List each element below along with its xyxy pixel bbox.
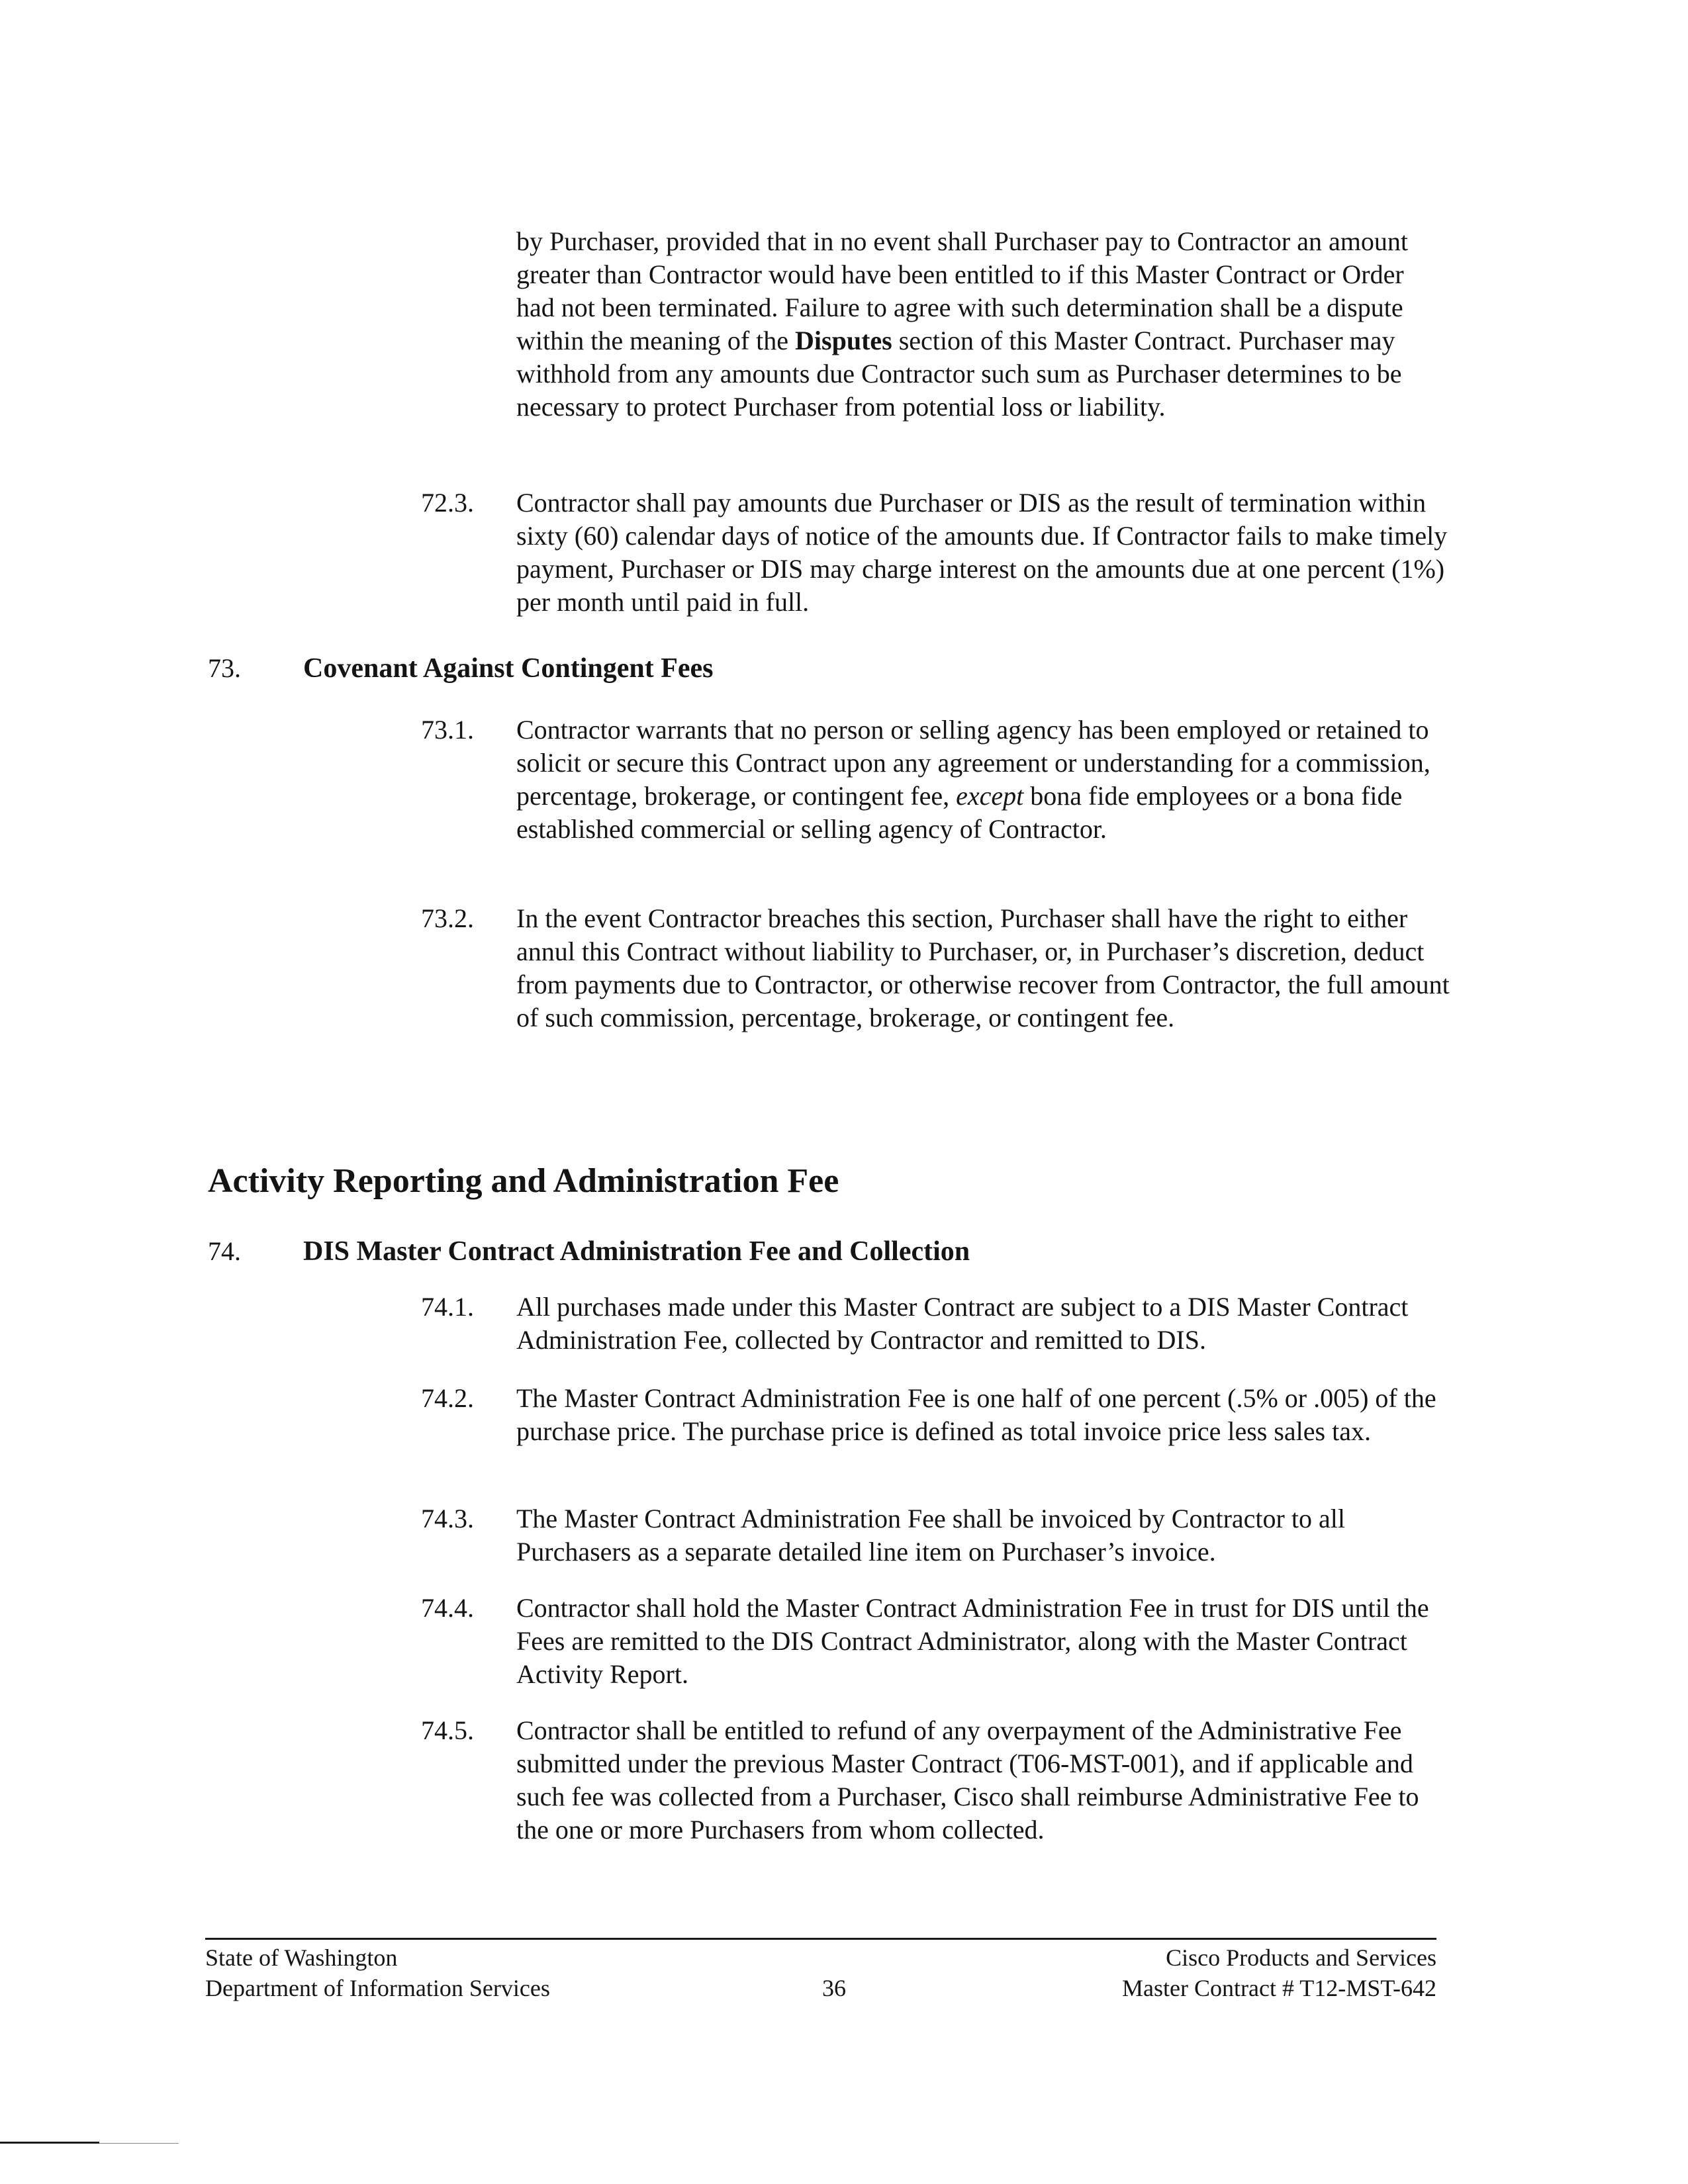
footer-right xyxy=(980,1942,1436,2003)
page-heading: Activity Reporting and Administration Fee xyxy=(208,1162,839,1200)
item-74-2-number: 74.2. xyxy=(421,1383,474,1413)
item-73-2-number: 73.2. xyxy=(421,903,474,933)
continuation-text-pre: by Purchaser, provided that in no event shall Purchaser pay to Contractor an amount greater than Contractor would have been entitled to if this Master Contract or Order had not been terminated. Failure to agree with such determination shall be a dispute within the meaning of the xyxy=(516,226,1408,355)
item-73-2-text: In the event Contractor breaches this section, Purchaser shall have the right to either annul this Contract without liability to Purchaser, or, in Purchaser’s discretion, deduct from payments due to Contractor, or otherwise recover from Contractor, the full amount of such commission, percentage, brokerage, or contingent fee. xyxy=(516,903,1450,1032)
item-73-1-text xyxy=(516,713,1456,846)
item-74-4-text: Contractor shall hold the Master Contract Administration Fee in trust for DIS until the Fees are remitted to the DIS Contract Administrator, along with the Master Contract Activity Report. xyxy=(516,1593,1429,1689)
section-73-number: 73. xyxy=(208,653,241,683)
disputes-reference: Disputes xyxy=(795,326,892,355)
footer-department: Department of Information Services xyxy=(205,1975,550,2001)
item-74-3-number: 74.3. xyxy=(421,1504,474,1533)
section-74-number: 74. xyxy=(208,1236,241,1266)
item-74-5-text: Contractor shall be entitled to refund of any overpayment of the Administrative Fee submitted under the previous Master Contract (T06-MST-001), and if applicable and such fee was collected from a Purchaser, Cisco shall reimburse Administrative Fee to the one or more Purchasers from whom collected. xyxy=(516,1715,1419,1844)
item-74-3-text: The Master Contract Administration Fee shall be invoiced by Contractor to all Purchasers as a separate detailed line item on Purchaser’s invoice. xyxy=(516,1504,1345,1567)
item-74-2-text: The Master Contract Administration Fee is one half of one percent (.5% or .005) of the purchase price. The purchase price is defined as total invoice price less sales tax. xyxy=(516,1383,1436,1446)
item-73-1-italic: except xyxy=(956,781,1024,811)
page-number: 36 xyxy=(822,1975,846,2001)
item-73-1-text-post: bona fide employees or a bona fide established commercial or selling agency of Contractor. xyxy=(516,781,1403,844)
item-73-1-number: 73.1. xyxy=(421,715,474,745)
item-73-1-text-pre: Contractor warrants that no person or selling agency has been employed or retained to solicit or secure this Contract upon any agreement or understanding for a commission, percentage, brokerage, or contingent fee, xyxy=(516,715,1430,811)
continuation-text-post: section of this Master Contract. Purchaser may withhold from any amounts due Contractor such sum as Purchaser determines to be necessary to protect Purchaser from potential loss or liability. xyxy=(516,326,1402,422)
scan-edge-mark xyxy=(0,2142,99,2144)
section-73-title: Covenant Against Contingent Fees xyxy=(303,653,714,684)
item-74-1-number: 74.1. xyxy=(421,1292,474,1322)
item-72-3-text: Contractor shall pay amounts due Purchaser or DIS as the result of termination within sixty (60) calendar days of notice of the amounts due. If Contractor fails to make timely payment, Purchaser or DIS may charge interest on the amounts due at one percent (1%) per month until paid in full. xyxy=(516,488,1448,617)
item-72-3-number: 72.3. xyxy=(421,488,474,518)
item-74-4-number: 74.4. xyxy=(421,1593,474,1623)
scan-edge-mark-faint xyxy=(99,2143,179,2144)
continuation-paragraph xyxy=(516,225,1443,424)
footer-state: State of Washington xyxy=(205,1944,398,1971)
footer-product: Cisco Products and Services xyxy=(1166,1944,1436,1971)
item-74-1-text: All purchases made under this Master Contract are subject to a DIS Master Contract Administration Fee, collected by Contractor and remitted to DIS. xyxy=(516,1292,1409,1355)
item-74-5-number: 74.5. xyxy=(421,1715,474,1745)
footer-left xyxy=(205,1942,550,2003)
footer-divider xyxy=(205,1938,1436,1940)
section-74-title: DIS Master Contract Administration Fee and Collection xyxy=(303,1236,970,1267)
footer-contract-number: Master Contract # T12-MST-642 xyxy=(1122,1975,1436,2001)
